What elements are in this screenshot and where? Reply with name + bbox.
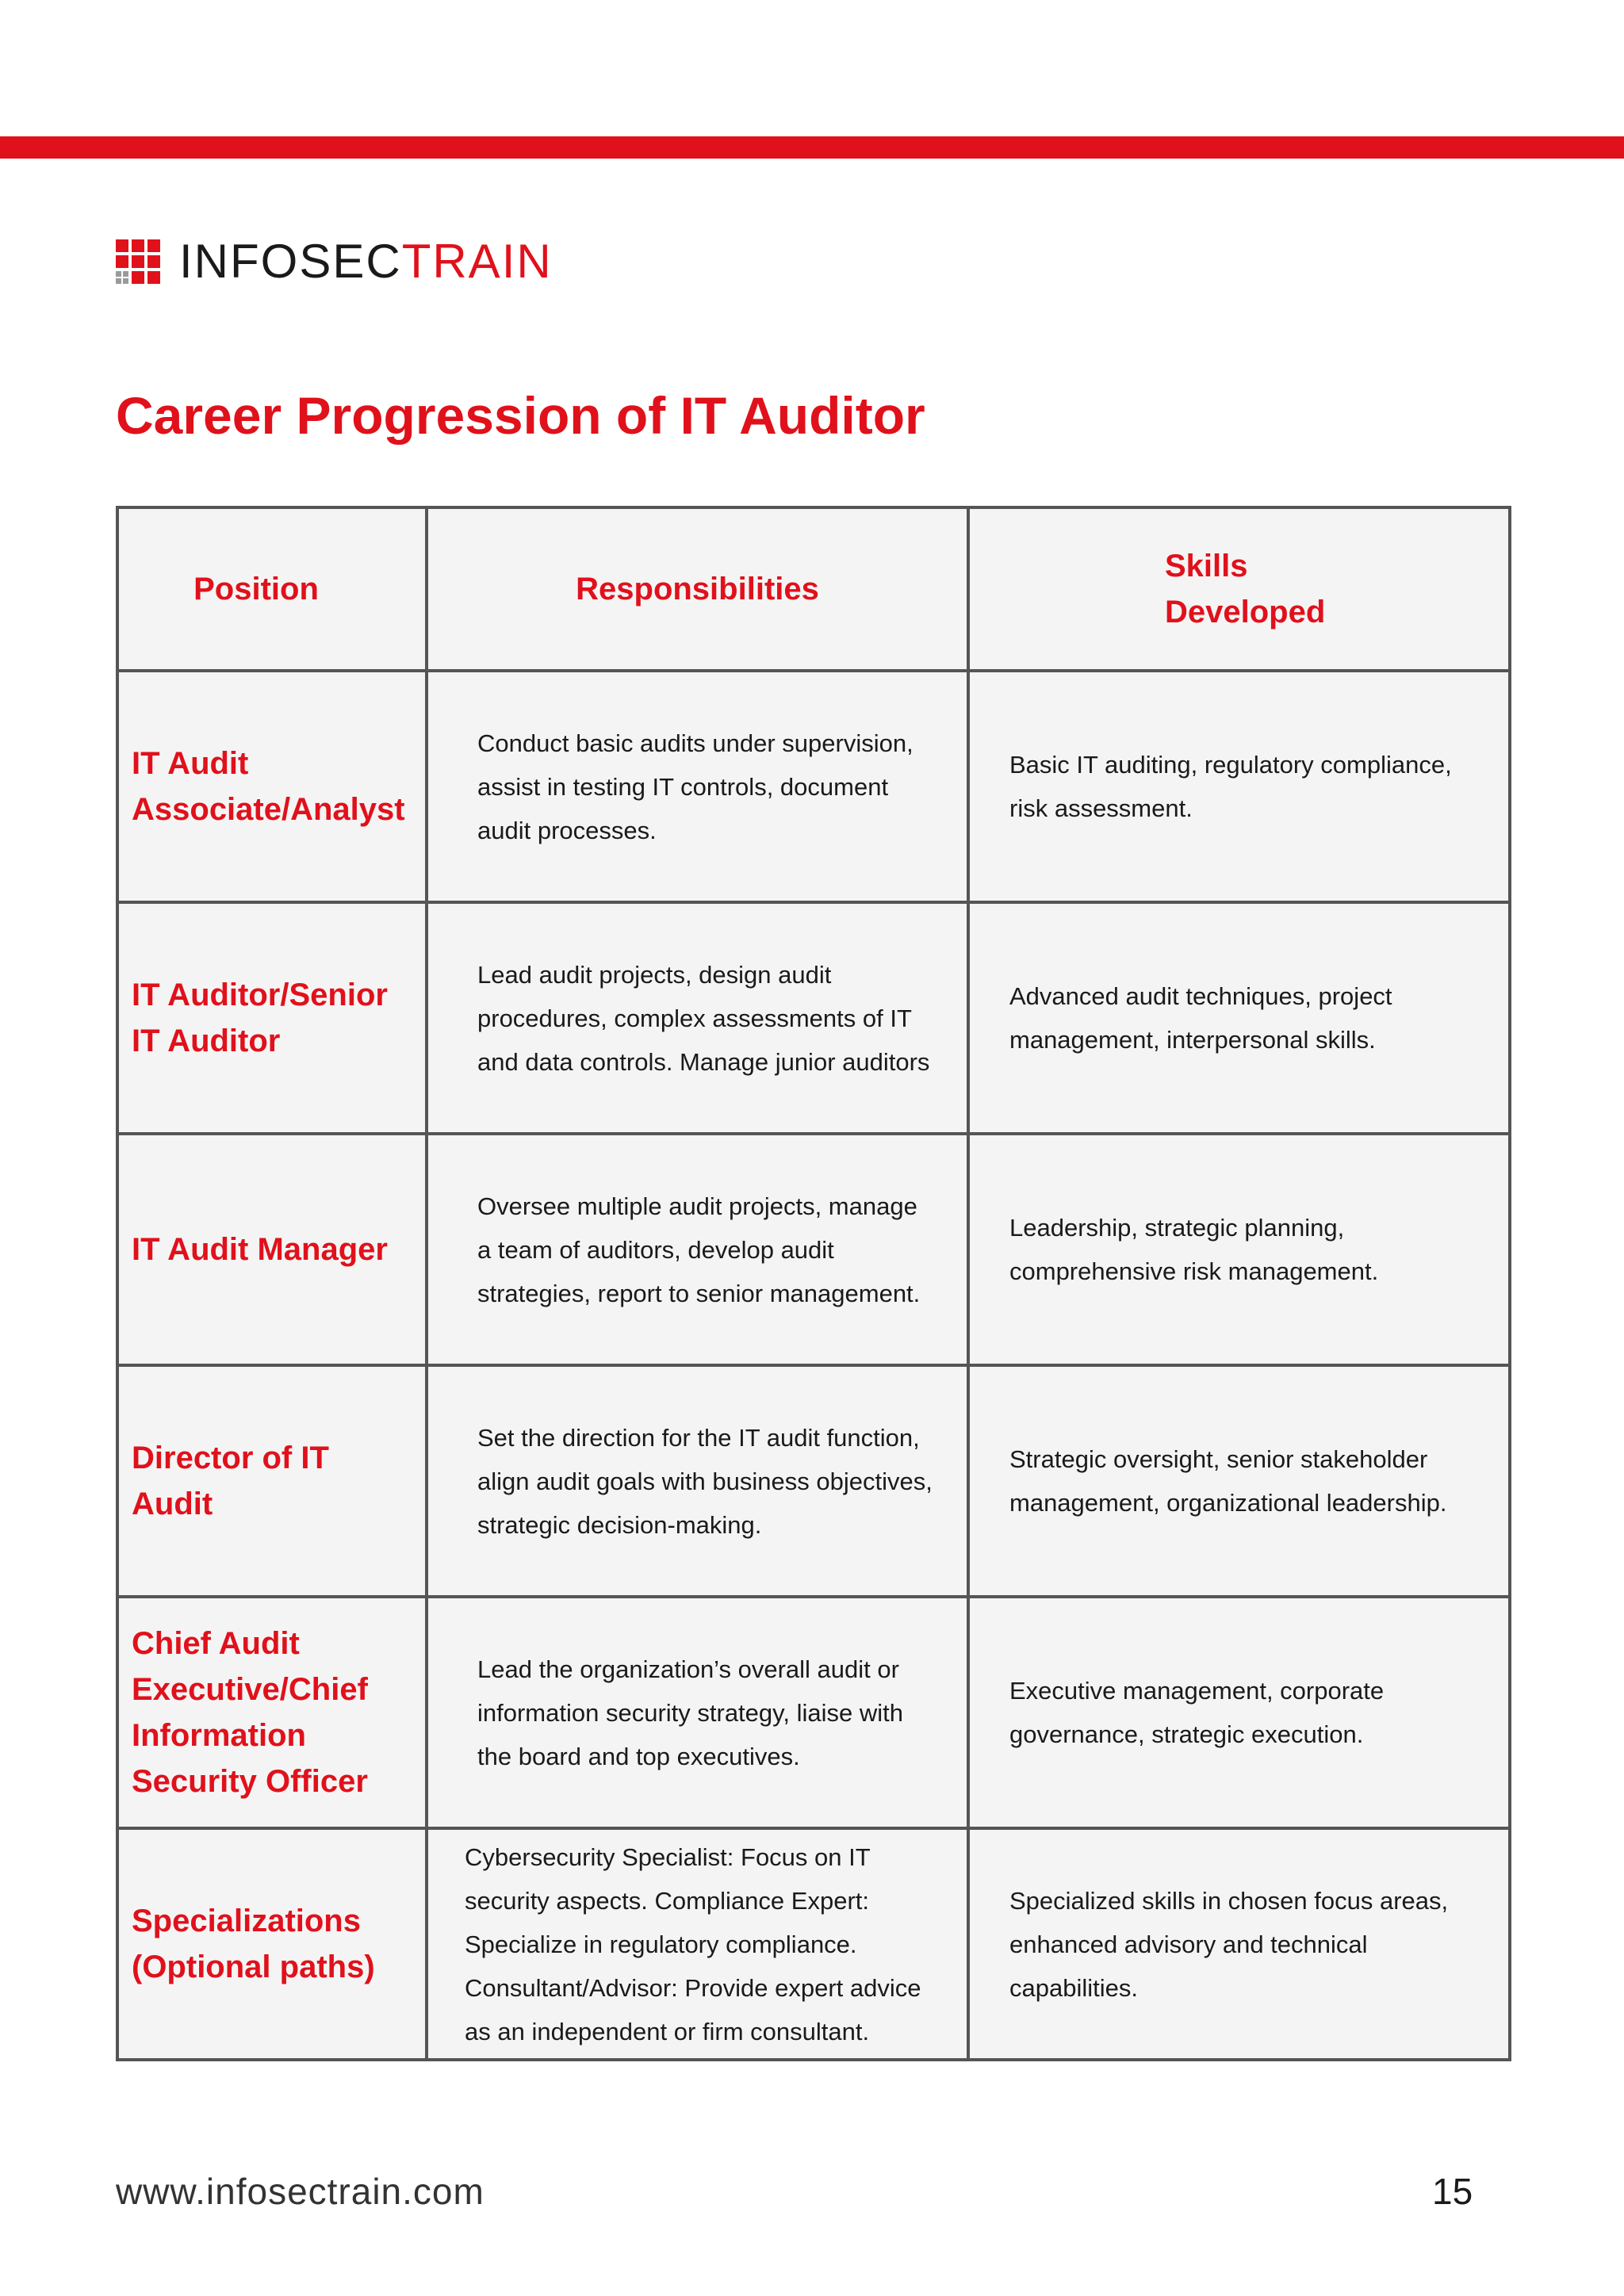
cell-responsibilities: Cybersecurity Specialist: Focus on IT security aspects. Compliance Expert: Specialize in regulatory compliance. Consultant/Advisor: Provide expert advice as an independent or firm consultant. <box>427 1828 968 2060</box>
table-row <box>117 671 1510 902</box>
career-progression-table <box>116 506 1511 2061</box>
cell-responsibilities: Set the direction for the IT audit function, align audit goals with business objectives, strategic decision-making. <box>427 1365 968 1597</box>
cell-responsibilities: Lead audit projects, design audit procedures, complex assessments of IT and data controls. Manage junior auditors <box>427 902 968 1134</box>
table-row <box>117 1828 1510 2060</box>
cell-position: Director of IT Audit <box>117 1365 427 1597</box>
cell-skills: Advanced audit techniques, project management, interpersonal skills. <box>968 902 1510 1134</box>
cell-position: IT Audit Associate/Analyst <box>117 671 427 902</box>
header-skills-line2: Developed <box>1165 595 1326 629</box>
brand-logo <box>116 235 553 288</box>
cell-position: Specializations (Optional paths) <box>117 1828 427 2060</box>
top-red-bar <box>0 136 1624 159</box>
cell-responsibilities: Lead the organization’s overall audit or information security strategy, liaise with the board and top executives. <box>427 1597 968 1828</box>
footer-website-link[interactable]: www.infosectrain.com <box>116 2171 485 2212</box>
cell-skills: Executive management, corporate governance, strategic execution. <box>968 1597 1510 1828</box>
table-header-row <box>117 507 1510 671</box>
cell-skills: Specialized skills in chosen focus areas, enhanced advisory and technical capabilities. <box>968 1828 1510 2060</box>
header-position: Position <box>117 507 427 671</box>
cell-skills: Strategic oversight, senior stakeholder management, organizational leadership. <box>968 1365 1510 1597</box>
brand-name-light: TRAIN <box>401 235 553 288</box>
page-number: 15 <box>1432 2171 1473 2212</box>
cell-skills: Leadership, strategic planning, comprehensive risk management. <box>968 1134 1510 1365</box>
header-skills <box>968 507 1510 671</box>
header-responsibilities: Responsibilities <box>427 507 968 671</box>
table-row <box>117 1597 1510 1828</box>
cell-responsibilities: Conduct basic audits under supervision, assist in testing IT controls, document audit processes. <box>427 671 968 902</box>
infosectrain-logo-icon <box>116 239 160 284</box>
cell-position: IT Audit Manager <box>117 1134 427 1365</box>
header-skills-line1: Skills <box>1165 549 1248 584</box>
cell-responsibilities: Oversee multiple audit projects, manage a team of auditors, develop audit strategies, report to senior management. <box>427 1134 968 1365</box>
table-row <box>117 902 1510 1134</box>
table-row <box>117 1134 1510 1365</box>
cell-position: IT Auditor/Senior IT Auditor <box>117 902 427 1134</box>
brand-name-bold: INFOSEC <box>179 235 402 288</box>
cell-skills: Basic IT auditing, regulatory compliance, risk assessment. <box>968 671 1510 902</box>
page-title: Career Progression of IT Auditor <box>116 386 925 445</box>
table-row <box>117 1365 1510 1597</box>
cell-position: Chief Audit Executive/Chief Information Security Officer <box>117 1597 427 1828</box>
brand-name <box>179 235 553 288</box>
